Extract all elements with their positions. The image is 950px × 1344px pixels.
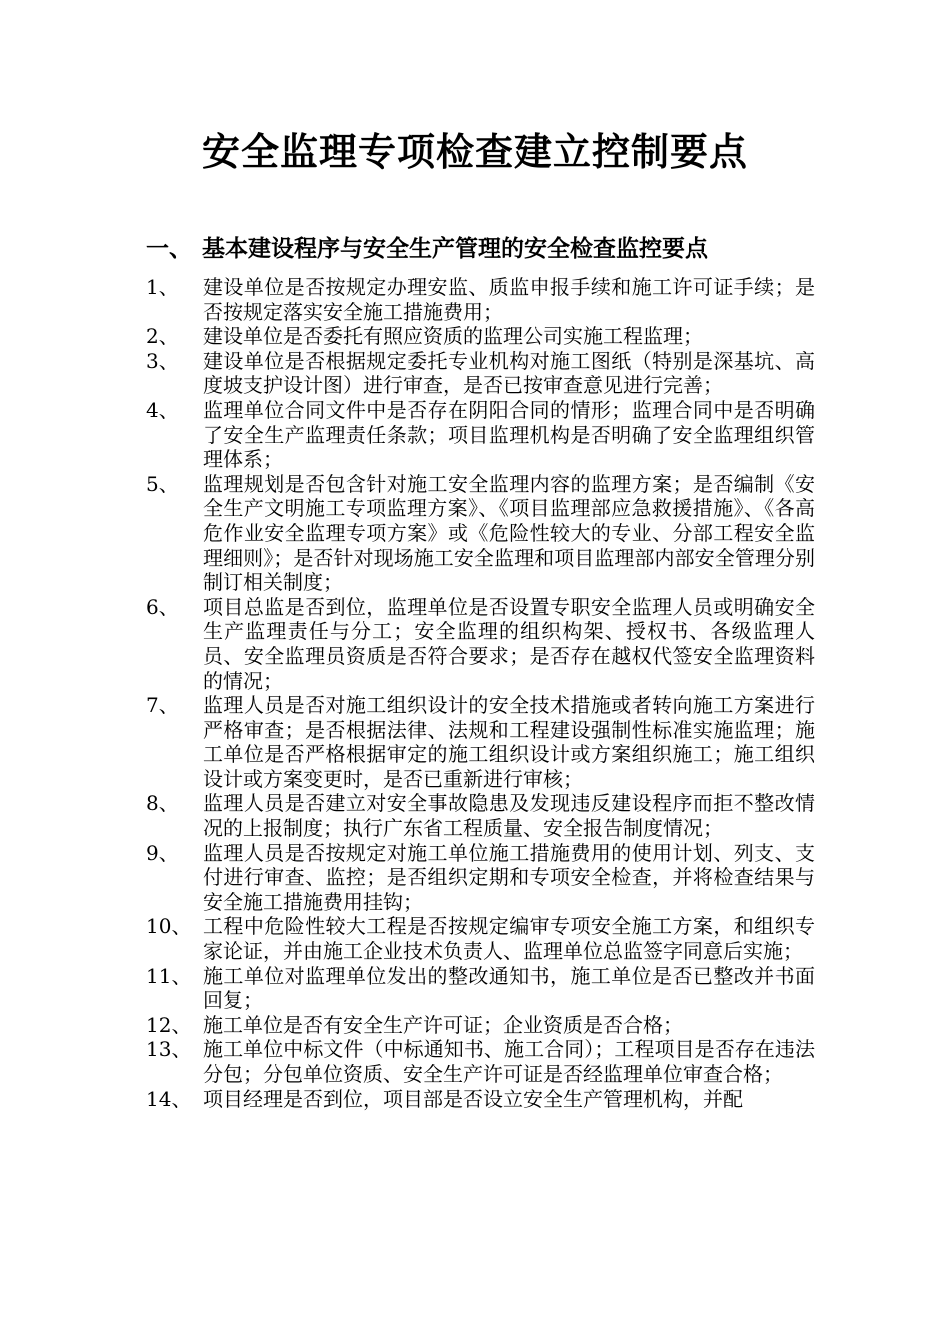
list-item xyxy=(146,275,816,324)
item-number: 7、 xyxy=(146,693,179,718)
section-heading xyxy=(146,234,826,264)
item-number: 1、 xyxy=(146,275,179,299)
list-item xyxy=(146,841,816,915)
list-item xyxy=(146,324,816,349)
section-title: 基本建设程序与安全生产管理的安全检查监控要点 xyxy=(202,235,708,262)
item-text: 施工单位对监理单位发出的整改通知书，施工单位是否已整改并书面回复； xyxy=(203,963,815,1013)
document-title: 安全监理专项检查建立控制要点 xyxy=(201,129,748,174)
item-number: 12、 xyxy=(146,1012,192,1037)
item-number: 4、 xyxy=(146,397,179,422)
list-item xyxy=(146,472,816,595)
list-item xyxy=(146,1013,816,1038)
item-number: 2、 xyxy=(146,324,179,349)
checklist xyxy=(146,275,816,1111)
item-text: 建设单位是否委托有照应资质的监理公司实施工程监理； xyxy=(203,324,703,349)
section-number: 一、 xyxy=(146,235,192,262)
item-number: 14、 xyxy=(146,1086,192,1111)
item-text: 监理人员是否建立对安全事故隐患及发现违反建设程序而拒不整改情况的上报制度；执行广东省工程质量、安全报告制度情况； xyxy=(203,791,815,841)
item-number: 6、 xyxy=(146,594,179,619)
item-text: 监理规划是否包含针对施工安全监理内容的监理方案；是否编制《安全生产文明施工专项监理方案》、《项目监理部应急救援措施》、《各高危作业安全监理专项方案》或《危险性较大的专业、分部工程安全监理细则》；是否针对现场施工安全监理和项目监理部内部安全管理分别制订相关制度； xyxy=(203,471,815,595)
list-item xyxy=(146,964,816,1013)
item-text: 工程中危险性较大工程是否按规定编审专项安全施工方案，和组织专家论证，并由施工企业技术负责人、监理单位总监签字同意后实施； xyxy=(203,914,815,964)
item-text: 监理单位合同文件中是否存在阴阳合同的情形；监理合同中是否明确了安全生产监理责任条款；项目监理机构是否明确了安全监理组织管理体系； xyxy=(203,397,815,472)
list-item xyxy=(146,1087,816,1112)
item-text: 项目总监是否到位，监理单位是否设置专职安全监理人员或明确安全生产监理责任与分工；安全监理的组织构架、授权书、各级监理人员、安全监理员资质是否符合要求；是否存在越权代签安全监理资料的情况； xyxy=(203,594,815,693)
list-item xyxy=(146,693,816,791)
list-item xyxy=(146,1037,816,1086)
item-number: 10、 xyxy=(146,914,192,939)
item-text: 监理人员是否按规定对施工单位施工措施费用的使用计划、列支、支付进行审查、监控；是否组织定期和专项安全检查，并将检查结果与安全施工措施费用挂钩； xyxy=(203,840,815,914)
item-number: 5、 xyxy=(146,471,179,496)
item-number: 8、 xyxy=(146,791,179,816)
item-number: 11、 xyxy=(146,963,192,988)
item-text: 监理人员是否对施工组织设计的安全技术措施或者转向施工方案进行严格审查；是否根据法律、法规和工程建设强制性标准实施监理；施工单位是否严格根据审定的施工组织设计或方案组织施工；施工组织设计或方案变更时，是否已重新进行审核； xyxy=(203,693,815,791)
item-text: 施工单位中标文件（中标通知书、施工合同）；工程项目是否存在违法分包；分包单位资质、安全生产许可证是否经监理单位审查合格； xyxy=(203,1037,815,1086)
list-item xyxy=(146,791,816,840)
list-item xyxy=(146,595,816,693)
item-number: 13、 xyxy=(146,1037,192,1062)
item-text: 施工单位是否有安全生产许可证；企业资质是否合格； xyxy=(203,1012,683,1037)
item-number: 3、 xyxy=(146,348,179,373)
item-number: 9、 xyxy=(146,840,179,865)
item-text: 建设单位是否按规定办理安监、质监申报手续和施工许可证手续；是否按规定落实安全施工措施费用； xyxy=(203,275,815,324)
item-text: 项目经理是否到位，项目部是否设立安全生产管理机构，并配 xyxy=(203,1086,743,1111)
list-item xyxy=(146,349,816,398)
list-item xyxy=(146,398,816,472)
item-text: 建设单位是否根据规定委托专业机构对施工图纸（特别是深基坑、高度坡支护设计图）进行审查，是否已按审查意见进行完善； xyxy=(203,348,815,398)
list-item xyxy=(146,914,816,963)
